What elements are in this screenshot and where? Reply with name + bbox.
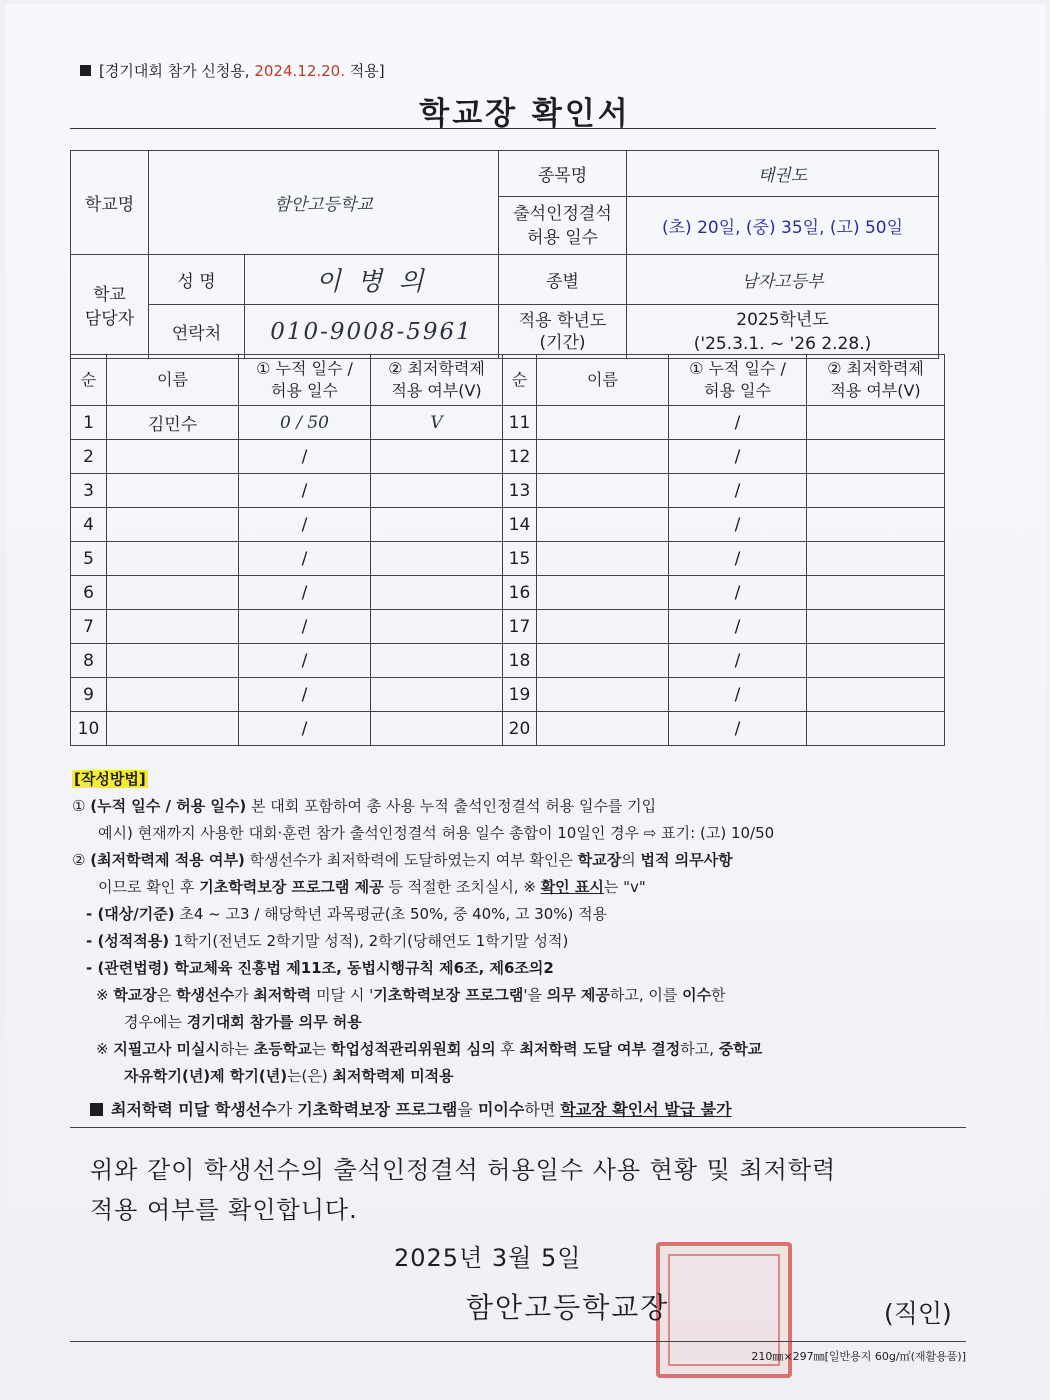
row-number: 3 — [71, 474, 107, 508]
row-number: 19 — [503, 678, 537, 712]
sport-value: 태권도 — [627, 151, 939, 197]
athlete-days: / — [669, 542, 807, 576]
row-number: 13 — [503, 474, 537, 508]
school-year-label: 적용 학년도 (기간) — [499, 305, 627, 359]
athlete-name — [107, 576, 239, 610]
manager-label: 학교 담당자 — [71, 255, 149, 359]
athlete-days: / — [239, 474, 371, 508]
table-row — [71, 610, 945, 644]
athlete-check — [371, 440, 503, 474]
col-header-days: ① 누적 일수 / 허용 일수 — [239, 355, 371, 406]
col-header-no-right: 순 — [503, 355, 537, 406]
table-row — [71, 644, 945, 678]
footer-divider — [70, 1341, 966, 1342]
athlete-days: / — [239, 508, 371, 542]
athlete-table-header — [71, 355, 945, 406]
athlete-check — [371, 508, 503, 542]
athlete-days: / — [669, 678, 807, 712]
athlete-check — [371, 576, 503, 610]
athlete-days: / — [239, 644, 371, 678]
detail-law: - (관련법령) 학교체육 진흥법 제11조, 동법시행규칙 제6조, 제6조의2 — [86, 959, 554, 977]
row-number: 1 — [71, 406, 107, 440]
athlete-name — [107, 440, 239, 474]
sport-label: 종목명 — [499, 151, 627, 197]
athlete-days: / — [669, 440, 807, 474]
athlete-name — [107, 542, 239, 576]
instruction-2: ② (최저학력제 적용 여부) 학생선수가 최저학력에 도달하였는지 여부 확인은 학교장의 법적 의무사항 — [72, 851, 733, 869]
athlete-days: / — [239, 712, 371, 746]
remark-2: ※ 지필고사 미실시하는 초등학교는 학업성적관리위원회 심의 후 최저학력 도달 여부 결정하고, 중학교 — [96, 1040, 763, 1058]
row-number: 6 — [71, 576, 107, 610]
manager-name-value: 이 병 의 — [245, 255, 499, 305]
athlete-name — [107, 610, 239, 644]
row-number: 2 — [71, 440, 107, 474]
athlete-name — [537, 576, 669, 610]
row-number: 14 — [503, 508, 537, 542]
athlete-check — [371, 678, 503, 712]
athlete-name — [537, 508, 669, 542]
athlete-check — [807, 576, 945, 610]
statement-divider — [70, 1127, 966, 1128]
row-number: 18 — [503, 644, 537, 678]
absence-days-value: (초) 20일, (중) 35일, (고) 50일 — [627, 197, 939, 255]
athlete-name — [537, 712, 669, 746]
athlete-name — [537, 678, 669, 712]
document-title: 학교장 확인서 — [419, 96, 631, 132]
athlete-days: / — [669, 644, 807, 678]
athlete-days: / — [669, 508, 807, 542]
col-header-min-achievement: ② 최저학력제 적용 여부(V) — [371, 355, 503, 406]
table-row — [71, 406, 945, 440]
col-header-min-achievement-right: ② 최저학력제 적용 여부(V) — [807, 355, 945, 406]
title-divider — [70, 128, 936, 129]
row-number: 9 — [71, 678, 107, 712]
athlete-days: / — [239, 576, 371, 610]
issue-date: 2025년 3월 5일 — [394, 1244, 582, 1272]
remark-1-cont: 경우에는 경기대회 참가를 의무 허용 — [124, 1013, 362, 1031]
table-row — [71, 440, 945, 474]
athlete-name — [107, 644, 239, 678]
detail-grade: - (성적적용) 1학기(전년도 2학기말 성적), 2학기(당해연도 1학기말 성적) — [86, 932, 569, 950]
athlete-days: 0 / 50 — [239, 406, 371, 440]
athlete-name: 김민수 — [107, 406, 239, 440]
col-header-name: 이름 — [107, 355, 239, 406]
detail-target: - (대상/기준) 초4 ~ 고3 / 해당학년 과목평균(초 50%, 중 40%, 고 30%) 적용 — [86, 905, 608, 923]
athlete-name — [537, 610, 669, 644]
form-tag-date: 2024.12.20. — [254, 62, 345, 80]
athlete-days: / — [239, 610, 371, 644]
athlete-check — [807, 440, 945, 474]
remark-2-cont: 자유학기(년)제 학기(년)는(은) 최저학력제 미적용 — [124, 1067, 454, 1085]
row-number: 16 — [503, 576, 537, 610]
row-number: 17 — [503, 610, 537, 644]
instructions-section — [72, 766, 962, 1123]
remark-1: ※ 학교장은 학생선수가 최저학력 미달 시 '기초학력보장 프로그램'을 의무 제공하고, 이를 이수한 — [96, 986, 726, 1004]
table-row — [71, 474, 945, 508]
athlete-check — [807, 678, 945, 712]
athlete-name — [537, 542, 669, 576]
row-number: 12 — [503, 440, 537, 474]
contact-label: 연락처 — [149, 305, 245, 359]
row-number: 4 — [71, 508, 107, 542]
row-number: 8 — [71, 644, 107, 678]
athlete-name — [537, 474, 669, 508]
manager-name-label: 성 명 — [149, 255, 245, 305]
school-name-label: 학교명 — [71, 151, 149, 255]
col-header-days-right: ① 누적 일수 / 허용 일수 — [669, 355, 807, 406]
athlete-days: / — [669, 610, 807, 644]
athlete-name — [107, 508, 239, 542]
instruction-1-example: 예시) 현재까지 사용한 대회·훈련 참가 출석인정결석 허용 일수 총합이 10일인 경우 ⇨ 표기: (고) 10/50 — [98, 824, 775, 842]
athlete-check — [371, 712, 503, 746]
paper-spec-footer: 210㎜×297㎜[일반용지 60g/㎡(재활용품)] — [751, 1350, 966, 1363]
athlete-name — [537, 440, 669, 474]
warning-box-icon — [90, 1103, 103, 1116]
division-label: 종별 — [499, 255, 627, 305]
contact-value: 010-9008-5961 — [245, 305, 499, 359]
athlete-name — [107, 712, 239, 746]
row-number: 11 — [503, 406, 537, 440]
athlete-days: / — [669, 576, 807, 610]
athlete-name — [107, 474, 239, 508]
athlete-check — [807, 644, 945, 678]
instructions-heading: [작성방법] — [74, 770, 146, 788]
col-header-name-right: 이름 — [537, 355, 669, 406]
athlete-check — [371, 644, 503, 678]
athlete-name — [537, 406, 669, 440]
athlete-name — [107, 678, 239, 712]
seal-mark: (직인) — [884, 1299, 952, 1328]
school-year-value: 2025학년도 ('25.3.1. ~ '26 2.28.) — [627, 305, 939, 359]
table-row — [71, 712, 945, 746]
table-row — [71, 576, 945, 610]
row-number: 5 — [71, 542, 107, 576]
athlete-check — [371, 474, 503, 508]
athlete-days: / — [239, 678, 371, 712]
square-bullet-icon — [80, 65, 91, 76]
athlete-check — [807, 508, 945, 542]
athlete-days: / — [239, 542, 371, 576]
athlete-days: / — [669, 406, 807, 440]
athlete-check — [807, 712, 945, 746]
col-header-no: 순 — [71, 355, 107, 406]
absence-days-label: 출석인정결석 허용 일수 — [499, 197, 627, 255]
athlete-days: / — [239, 440, 371, 474]
school-name-value: 함안고등학교 — [149, 151, 499, 255]
athlete-name — [537, 644, 669, 678]
row-number: 20 — [503, 712, 537, 746]
info-table — [70, 150, 939, 359]
row-number: 7 — [71, 610, 107, 644]
athlete-check — [371, 610, 503, 644]
athlete-table — [70, 354, 945, 746]
warning-line: 최저학력 미달 학생선수가 기초학력보장 프로그램을 미이수하면 학교장 확인서 발급 불가 — [72, 1096, 962, 1123]
form-usage-tag: [경기대회 참가 신청용, 2024.12.20. 적용] — [80, 60, 385, 81]
athlete-check — [807, 406, 945, 440]
row-number: 10 — [71, 712, 107, 746]
instruction-2-cont: 이므로 확인 후 기초학력보장 프로그램 제공 등 적절한 조치실시, ※ 확인 표시는 "v" — [98, 878, 646, 896]
athlete-check — [371, 542, 503, 576]
athlete-days: / — [669, 474, 807, 508]
athlete-check — [807, 474, 945, 508]
instruction-1: ① (누적 일수 / 허용 일수) 본 대회 포함하여 총 사용 누적 출석인정결석 허용 일수를 기입 — [72, 797, 657, 815]
row-number: 15 — [503, 542, 537, 576]
principal-name: 함안고등학교장 — [466, 1291, 670, 1324]
table-row — [71, 678, 945, 712]
table-row — [71, 508, 945, 542]
athlete-days: / — [669, 712, 807, 746]
athlete-check — [807, 542, 945, 576]
division-value: 남자고등부 — [627, 255, 939, 305]
confirmation-statement: 위와 같이 학생선수의 출석인정결석 허용일수 사용 현황 및 최저학력 적용 여부를 확인합니다. — [90, 1156, 837, 1224]
table-row — [71, 542, 945, 576]
athlete-check: V — [371, 406, 503, 440]
athlete-check — [807, 610, 945, 644]
